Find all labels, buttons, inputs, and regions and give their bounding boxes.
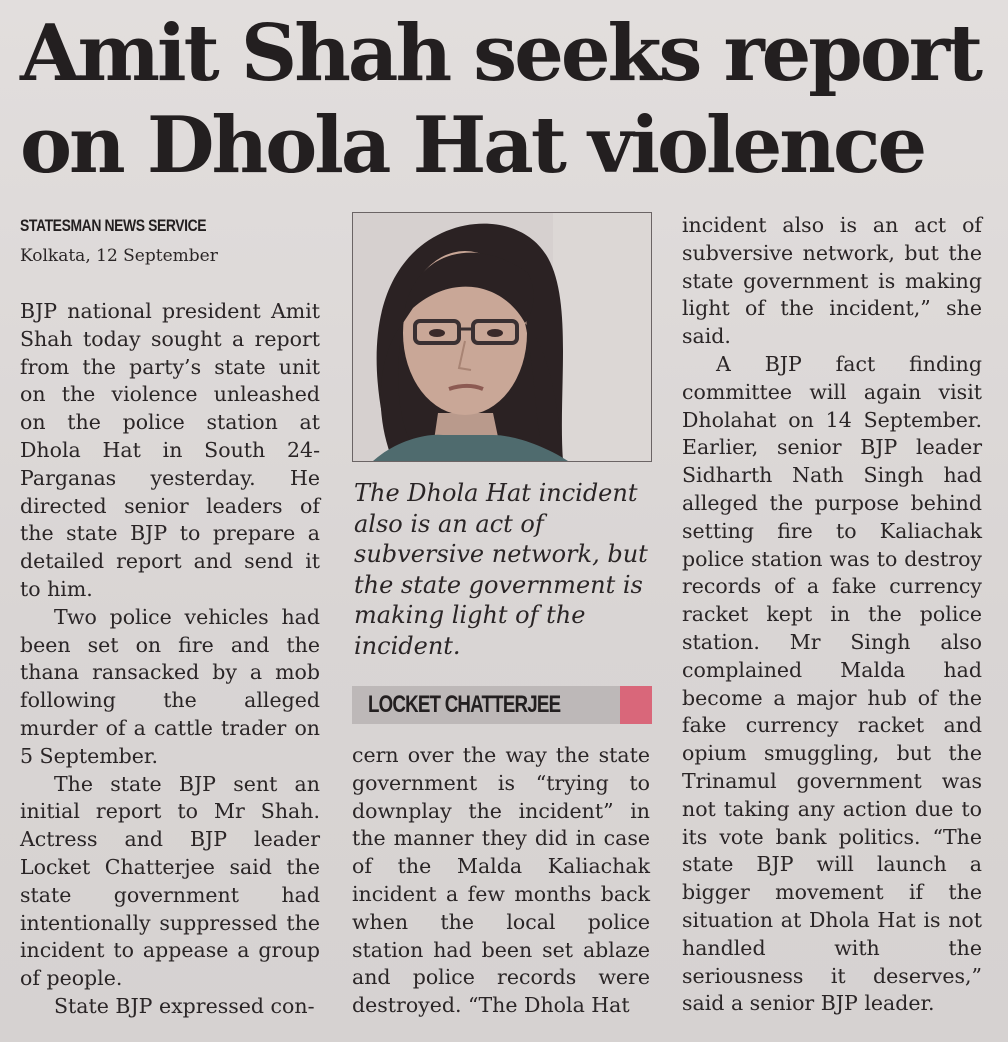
article-column-1 <box>20 298 320 1021</box>
photo-caption-tag <box>352 686 652 724</box>
article-column-2 <box>352 742 650 1020</box>
paragraph: incident also is an act of subversive network, but the state government is making light of the incident,” she said. <box>682 213 982 349</box>
paragraph: The state BJP sent an initial report to Mr Shah. Actress and BJP leader Locket Chatterjee said the state government had intentionally suppressed the incident to appease a group of people. <box>20 771 320 991</box>
byline: STATESMAN NEWS SERVICE <box>20 216 207 235</box>
paragraph: BJP national president Amit Shah today sought a report from the party’s state unit on the violence unleashed on the police station at Dhola Hat in South 24-Parganas yesterday. He directed senior leaders of the state BJP to prepare a detailed report and send it to him. <box>20 299 320 601</box>
caption-label: LOCKET CHATTERJEE <box>368 691 561 718</box>
portrait-illustration <box>353 213 651 461</box>
pull-quote: The Dhola Hat incident also is an act of subversive network, but the state government is making light of the incident. <box>354 479 648 660</box>
dateline: Kolkata, 12 September <box>20 246 218 266</box>
paragraph: cern over the way the state government is “trying to downplay the incident” in the manner they did in case of the Malda Kaliachak incident a few months back when the local police station had been set ablaze and police records were destroyed. “The Dhola Hat <box>352 743 650 1018</box>
headline-line-1: Amit Shah seeks report <box>20 8 980 99</box>
paragraph: Two police vehicles had been set on fire and the thana ransacked by a mob following the alleged murder of a cattle trader on 5 September. <box>20 604 320 768</box>
paragraph: State BJP expressed con- <box>54 993 315 1018</box>
headline <box>20 8 980 192</box>
caption-color-block <box>620 686 652 724</box>
article-column-3 <box>682 212 982 1018</box>
paragraph: A BJP fact finding committee will again visit Dholahat on 14 September. Earlier, senior BJP leader Sidharth Nath Singh had alleged the purpose behind setting fire to Kaliachak police station was to destroy records of a fake currency racket kept in the police station. Mr Singh also complained Malda had become a major hub of the fake currency racket and opium smuggling, but the Trinamul government was not taking any action due to its vote bank politics. “The state BJP will launch a bigger movement if the situation at Dhola Hat is not handled with the seriousness it deserves,” said a senior BJP leader. <box>682 351 982 1016</box>
headline-line-2: on Dhola Hat violence <box>20 100 925 191</box>
portrait-photo <box>352 212 652 462</box>
